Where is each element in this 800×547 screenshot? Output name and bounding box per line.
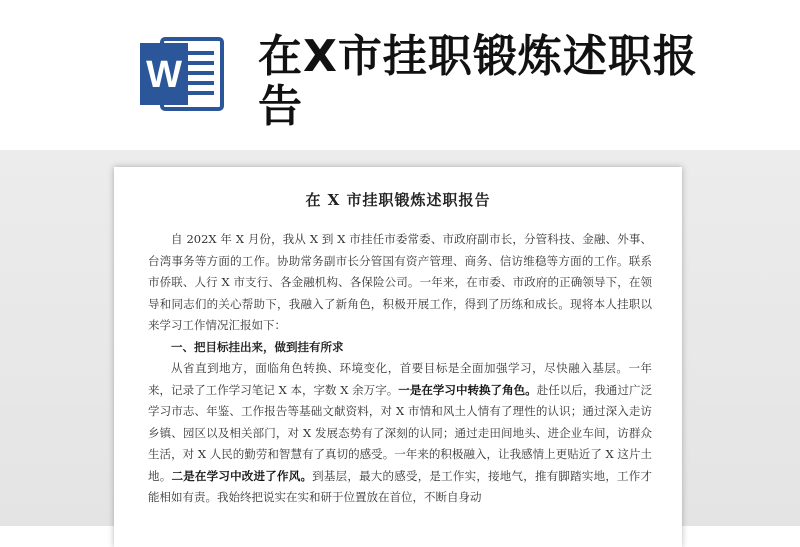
paragraph-text: 赴任以后，我通过广泛学习市志、年鉴、工作报告等基础文献资料，对 X 市情和风土人情有了理性的认识；通过深入走访乡镇、园区以及相关部门，对 X 发展态势有了深刻的认同；通过走田间地头、进企业车间，访群众生活，对 X 人民的勤劳和智慧有了真切的感受。一年来的积极融入，让我感情上更贴近了 X 这片土地。 <box>148 382 653 483</box>
paragraph-text: 到基层，最大的感受，是工作实，接地气，推有脚踏实地，工作才能相如有责。我始终把说实在实和研于位置放在首位，不断自身动 <box>148 468 653 504</box>
document-page <box>114 167 682 547</box>
header-banner <box>0 0 800 150</box>
page-title: 在X市挂职锻炼述职报告 <box>258 31 698 132</box>
paragraph-text: 从省直到地方，面临角色转换、环境变化，首要目标是全面加强学习，尽快融入基层。一年来，记录了工作学习笔记 X 本，字数 X 余万字。 <box>148 361 652 397</box>
document-title: 在 X 市挂职锻炼述职报告 <box>305 191 491 209</box>
bold-lead-2: 二是在学习中改进了作风。 <box>171 468 313 483</box>
word-document-icon <box>140 33 230 113</box>
bold-lead-1: 一是在学习中转换了角色。 <box>398 382 537 397</box>
document-body <box>148 229 652 509</box>
paragraph-section-1 <box>148 358 652 509</box>
section-heading-1: 一、把目标挂出来，做到挂有所求 <box>171 339 344 354</box>
paragraph-intro: 自 202X 年 X 月份，我从 X 到 X 市挂任市委常委、市政府副市长，分管科技、金融、外事、台湾事务等方面的工作。协助常务副市长分管国有资产管理、商务、信访维稳等方面的工作。联系市侨联、人行 X 市支行、各金融机构、各保险公司。一年来，在市委、市政府的正确领导下，在领导和同志们的关心帮助下，我融入了新角色，积极开展工作，得到了历练和成长。现将本人挂职以来学习工作情况汇报如下： <box>148 232 652 332</box>
word-letter: W <box>146 54 182 96</box>
